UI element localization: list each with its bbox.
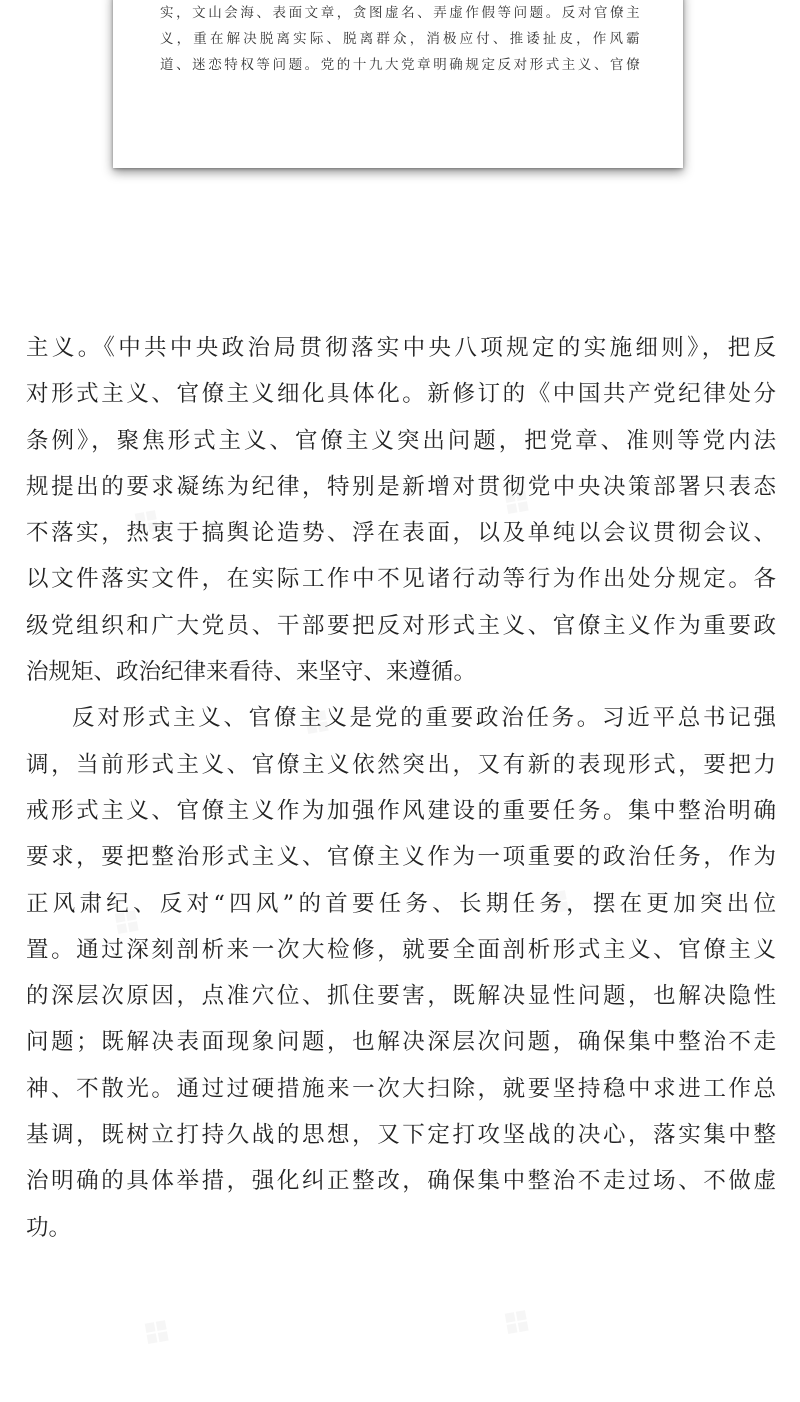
document-preview-text: [160, 0, 640, 78]
text-line: 功。: [26, 1214, 72, 1241]
text-line: 置。通过深刻剖析来一次大检修，就要全面剖析形式主义、官僚主义: [26, 936, 776, 963]
preview-line: 义，重在解决脱离实际、脱离群众，消极应付、推诿扯皮，作风霸: [160, 31, 640, 47]
text-line: 治规矩、政治纪律来看待、来坚守、来遵循。: [26, 659, 477, 686]
paragraph-2: [26, 695, 776, 1251]
text-line: 对形式主义、官僚主义细化具体化。新修订的《中国共产党纪律处分: [26, 381, 776, 408]
watermark-icon: [129, 1305, 187, 1361]
text-line: 调，当前形式主义、官僚主义依然突出，又有新的表现形式，要把力: [26, 751, 776, 778]
text-line: 规提出的要求凝练为纪律，特别是新增对贯彻党中央决策部署只表态: [26, 473, 776, 500]
text-line: 基调，既树立打持久战的思想，又下定打攻坚战的决心，落实集中整: [26, 1122, 776, 1149]
paragraph-1: [26, 325, 776, 695]
document-preview-card: [113, 0, 683, 168]
text-line: 主义。《中共中央政治局贯彻落实中央八项规定的实施细则》，把反: [26, 335, 776, 361]
article-body: [26, 325, 776, 1251]
watermark-icon: [489, 1295, 547, 1351]
text-line: 条例》，聚焦形式主义、官僚主义突出问题，把党章、准则等党内法: [26, 427, 776, 454]
text-line: 以文件落实文件，在实际工作中不见诸行动等行为作出处分规定。各: [26, 566, 776, 593]
text-line: 戒形式主义、官僚主义作为加强作风建设的重要任务。集中整治明确: [26, 797, 776, 824]
text-line: 不落实，热衷于搞舆论造势、浮在表面，以及单纯以会议贯彻会议、: [26, 520, 776, 547]
text-line: 反对形式主义、官僚主义是党的重要政治任务。习近平总书记强: [72, 705, 776, 732]
text-line: 正风肃纪、反对“四风”的首要任务、长期任务，摆在更加突出位: [26, 890, 776, 917]
text-line: 的深层次原因，点准穴位、抓住要害，既解决显性问题，也解决隐性: [26, 983, 776, 1010]
text-line: 治明确的具体举措，强化纠正整改，确保集中整治不走过场、不做虚: [26, 1168, 776, 1195]
preview-line: 道、迷恋特权等问题。党的十九大党章明确规定反对形式主义、官僚: [160, 57, 640, 73]
text-line: 神、不散光。通过过硬措施来一次大扫除，就要坚持稳中求进工作总: [26, 1075, 776, 1102]
text-line: 级党组织和广大党员、干部要把反对形式主义、官僚主义作为重要政: [26, 612, 776, 639]
preview-line: 实，文山会海、表面文章，贪图虚名、弄虚作假等问题。反对官僚主: [160, 5, 640, 21]
text-line: 要求，要把整治形式主义、官僚主义作为一项重要的政治任务，作为: [26, 844, 776, 871]
text-line: 问题；既解决表面现象问题，也解决深层次问题，确保集中整治不走: [26, 1029, 776, 1056]
